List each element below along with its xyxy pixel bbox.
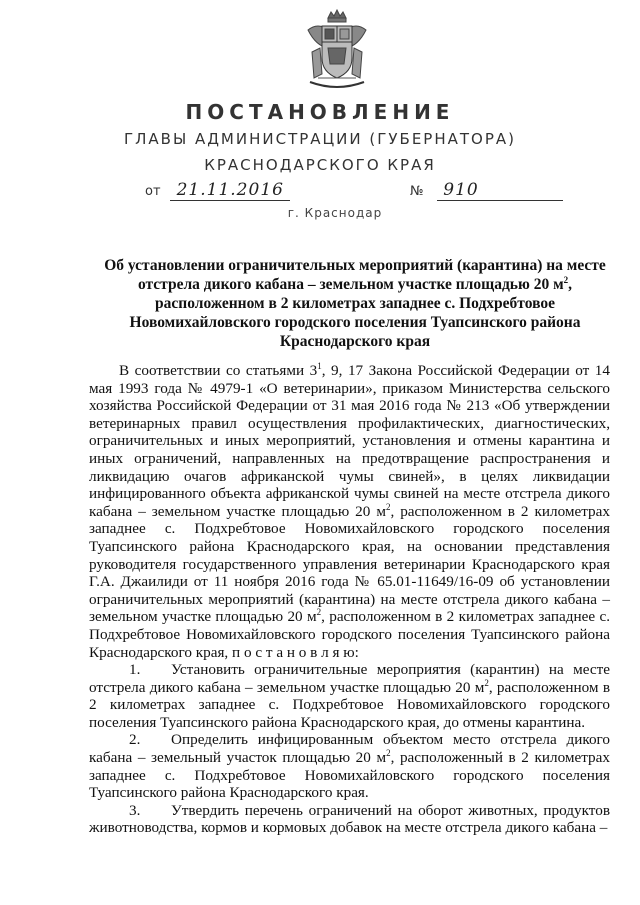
list-item: 3. Утвердить перечень ограничений на оборот животных, продуктов животноводства, кормов и кормовых добавок на месте отстрела дикого кабана – xyxy=(89,801,610,837)
document-title: Об установлении ограничительных мероприятий (карантина) на месте отстрела дикого кабана – земельном участке площадью 20 $м^2$, расположенном в 2 километрах западнее с. Подхребтовое Новомихайловского городского поселения Туапсинского района Краснодарского края xyxy=(104,257,606,350)
document-type-heading: ПОСТАНОВЛЕНИЕ xyxy=(185,100,455,124)
number-value: 910 xyxy=(437,180,563,201)
date-label: от xyxy=(145,184,161,199)
preamble-paragraph: В соответствии со статьями $3^1$, 9, 17 Закона Российской Федерации от 14 мая 1993 года № 4979-1 «О ветеринарии», приказом Министерства сельского хозяйства Российской Федерации от 31 мая 2016 года № 213 «Об утверждении ветеринарных правил осуществления профилактических, диагностических, ограничительных и иных мероприятий, установления и отмены карантина и иных ограничений, направленных на предотвращение распространения и ликвидацию очагов африканской чумы свиней», в целях ликвидации инфицированного объекта африканской чумы свиней на месте отстрела дикого кабана – земельном участке площадью 20 $м^2$, расположенном в 2 километрах западнее с. Подхребтовое Новомихайловского городского поселения Туапсинского района Краснодарского края, на основании представления руководителя государственного управления ветеринарии Краснодарского края Г.А. Джаилиди от 11 ноября 2016 года № 65.01-11649/16-09 об установлении ограничительных мероприятий (карантина) на месте отстрела дикого кабана – земельном участке площадью 20 $м^2$, расположенном в 2 километрах западнее с. Подхребтовое Новомихайловского городского поселения Туапсинского района Краснодарского края, п о с т а н о в л я ю: xyxy=(89,360,610,661)
list-item: 1. Установить ограничительные мероприятия (карантин) на месте отстрела дикого кабана – земельном участке площадью 20 $м^2$, расположенном в 2 километрах западнее с. Подхребтовое Новомихайловского городского поселения Туапсинского района Краснодарского края, до отмены карантина. xyxy=(89,661,610,731)
date-value: 21.11.2016 xyxy=(170,180,290,201)
region-name: КРАСНОДАРСКОГО КРАЯ xyxy=(204,156,436,174)
issuing-authority: ГЛАВЫ АДМИНИСТРАЦИИ (ГУБЕРНАТОРА) xyxy=(123,130,517,148)
number-label: № xyxy=(410,184,424,199)
list-item: 2. Определить инфицированным объектом место отстрела дикого кабана – земельный участок площадью 20 $м^2$, расположенный в 2 километрах западнее с. Подхребтовое Новомихайловского городского поселения Туапсинского района Краснодарского края. xyxy=(89,731,610,802)
coat-of-arms-emblem xyxy=(298,8,376,92)
date-line xyxy=(145,180,290,201)
number-line xyxy=(410,180,563,201)
city-line xyxy=(0,206,640,220)
document-body xyxy=(89,362,610,837)
city-name: г. Краснодар xyxy=(287,206,383,220)
